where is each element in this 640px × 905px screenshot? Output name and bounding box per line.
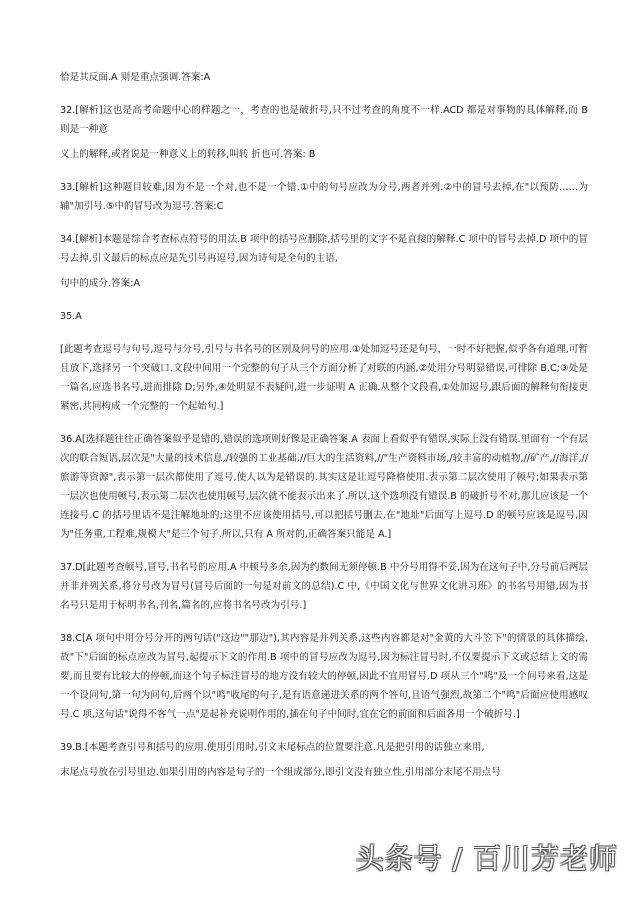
answer-34-part1: 34.[解析]本题是综合考查标点符号的用法.B 项中的括号应删除,括号里的文字不是直接的解释.C 项中的冒号去掉.D 项中的冒号去掉,引文最后的标点应是先引号再逗号,因为诗句是全句的主语, — [60, 234, 588, 264]
answer-33: 33.[解析]这种题目较难,因为不是一个对,也不是一个错.①中的句号应改为分号,两者并列.②中的冒号去掉,在"以预防……为辅"加引号.⑤中的冒号改为逗号.答案:C — [60, 182, 588, 212]
answer-35-heading: 35.A — [60, 311, 82, 322]
watermark: 头条号 / 百川芳老师 — [355, 842, 618, 875]
answer-37: 37.D[此题考查顿号,冒号,书名号的应用.A 中顿号多余,因为约数间无须停顿.B 中分号用得不妥,因为在这句子中,分号前后两层并非并列关系,将分号改为冒号(冒号后面的一句是对前文的总结).C 中,《中国文化与世界文化讲习班》的书名号用错,因为书名号只是用于标明书名,刊名,篇名的,应将书名号改为引号.] — [60, 562, 588, 611]
answer-36: 36.A[选择题往往正确答案似乎是错的,错误的选项则好像是正确答案.A 表面上看似乎有错误,实际上没有错误.里面有一个有层次的联合短语,层次是"大量的技术信息,/较强的工业基础,//巨大的生活资料,//"生产资料市场,/较丰富的动植物,//矿产,//海洋,//旅游等资源",表示第一层次都使用了逗号,使人以为是错误的.其实这是让逗号降格使用.表示第二层次使用了顿号;如果表示第一层次也使用顿号,表示第二层次也使用顿号,层次就不能表示出来了.所以,这个选项没有错误.B 的破折号不对,那儿应该是一个连接号.C 的括号里话不是注解地址的;这里不应该使用括号,可以把括号删去,在"地址"后面写上逗号.D 的顿号应该是逗号,因为"任务重,工程难,规模大"是三个句子.所以,只有 A 所对的,正确答案只能是 A.] — [60, 434, 588, 540]
answer-32-part2: 义上的解释,或者说是一种意义上的转移,叫转 折也可.答案: B — [60, 149, 316, 160]
answer-35-explanation: [此题考查逗号与句号,逗号与分号,引号与书名号的区别及问号的应用.①处加逗号还是句号，一时不好把握,似乎各有道理,可暂且放下,选择另一个突破口.文段中间用一个完整的句子从三个方面分析了对联的内涵,②处用分号明显错误,可排除 B,C;③处是一篇名,应选书名号,进而排除 D;另外,④处明显不表疑问,进一步证明 A 正确.从整个文段看,①处加逗号,跟后面的解释句衔接更紧密,共同构成一个完整的一个起始句.] — [60, 344, 588, 412]
paragraph-continuation: 恰是其反面.A 则是重点强调.答案:A — [60, 72, 211, 83]
document-body — [60, 68, 588, 796]
answer-34-part2: 句中的成分.答案:A — [60, 278, 141, 289]
answer-32-part1: 32.[解析]这也是高考命题中心的样题之一，考查的也是破折号,只不过考查的角度不一样.ACD 都是对事物的具体解释,而 B 则是一种意 — [60, 105, 588, 135]
answer-39-part1: 39.B.[本题考查引号和括号的应用.使用引用时,引文末尾标点的位置要注意.凡是把引用的话独立来用, — [60, 742, 485, 753]
answer-39-part2: 末尾点号放在引号里边.如果引用的内容是句子的一个组成部分,即引文没有独立性,引用部分末尾不用点号 — [60, 767, 501, 778]
answer-38: 38.C[A 项句中用分号分开的两句话("这边""那边"),其内容是并列关系,这些内容都是对"金黄的大斗笠下"的情景的具体描绘,故"下"后面的标点应改为冒号,起提示下文的作用.B 项中的冒号应改为逗号,因为标注冒号时,不仅要提示下文或总结上文的需要,而且要有比较大的停顿,而这个句子标注冒号的地方没有较大的停顿,因此不宜用冒号.D 项从三个"鸣"及一个问号来看,这是一个设问句,第一句为问句,后两个以"鸣"收尾的句子,是有语意递进关系的两个答句,且语气强烈,故第二个"鸣"后面应使用感叹号.C 项,这句话"说得不客气一点"是起补充说明作用的,插在句子中间时,宜在它的前面和后面各用一个破折号.] — [60, 633, 588, 720]
